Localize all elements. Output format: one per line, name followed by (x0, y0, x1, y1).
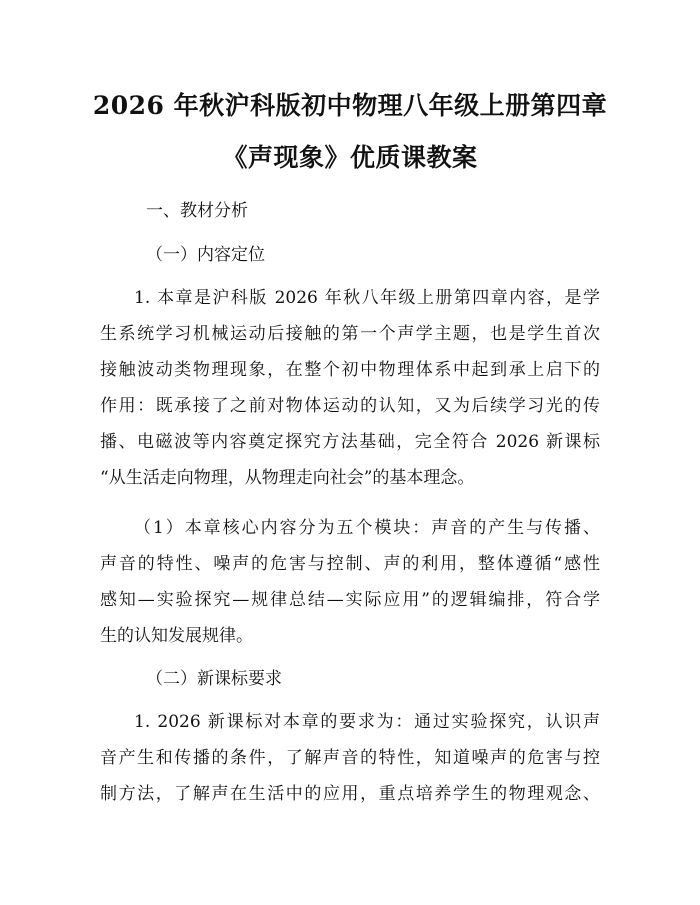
paragraph-line: 感知—实验探究—规律总结—实际应用”的逻辑编排，符合学 (100, 590, 600, 610)
paragraph-line: 作用：既承接了之前对物体运动的认知，又为后续学习光的传 (100, 396, 600, 416)
subsection-heading-content-positioning: （一）内容定位 (146, 245, 265, 265)
paragraph-line: “从生活走向物理，从物理走向社会”的基本理念。 (100, 468, 475, 488)
paragraph-line: 1. 本章是沪科版 2026 年秋八年级上册第四章内容，是学 (134, 288, 600, 308)
subsection-heading-curriculum-requirements: （二）新课标要求 (146, 669, 282, 689)
paragraph-line: 声音的特性、噪声的危害与控制、声的利用，整体遵循“感性 (100, 554, 600, 574)
paragraph-line: 1. 2026 新课标对本章的要求为：通过实验探究，认识声 (134, 712, 600, 732)
paragraph-line: （1）本章核心内容分为五个模块：声音的产生与传播、 (134, 518, 600, 538)
paragraph-line: 生系统学习机械运动后接触的第一个声学主题，也是学生首次 (100, 324, 600, 344)
paragraph-line: 播、电磁波等内容奠定探究方法基础，完全符合 2026 新课标 (100, 432, 600, 452)
paragraph-curriculum-requirements (100, 704, 600, 812)
paragraph-line: 音产生和传播的条件，了解声音的特性，知道噪声的危害与控 (100, 748, 600, 768)
paragraph-chapter-positioning (100, 280, 600, 496)
document-title-line-1: 2026 年秋沪科版初中物理八年级上册第四章 (92, 91, 608, 120)
paragraph-line: 生的认知发展规律。 (100, 626, 253, 646)
document-title-line-2: 《声现象》优质课教案 (222, 143, 478, 172)
paragraph-core-content-modules (100, 510, 600, 654)
section-heading-textbook-analysis: 一、教材分析 (146, 201, 248, 221)
paragraph-line: 制方法，了解声在生活中的应用，重点培养学生的物理观念、 (100, 784, 600, 804)
paragraph-line: 接触波动类物理现象，在整个初中物理体系中起到承上启下的 (100, 360, 600, 380)
